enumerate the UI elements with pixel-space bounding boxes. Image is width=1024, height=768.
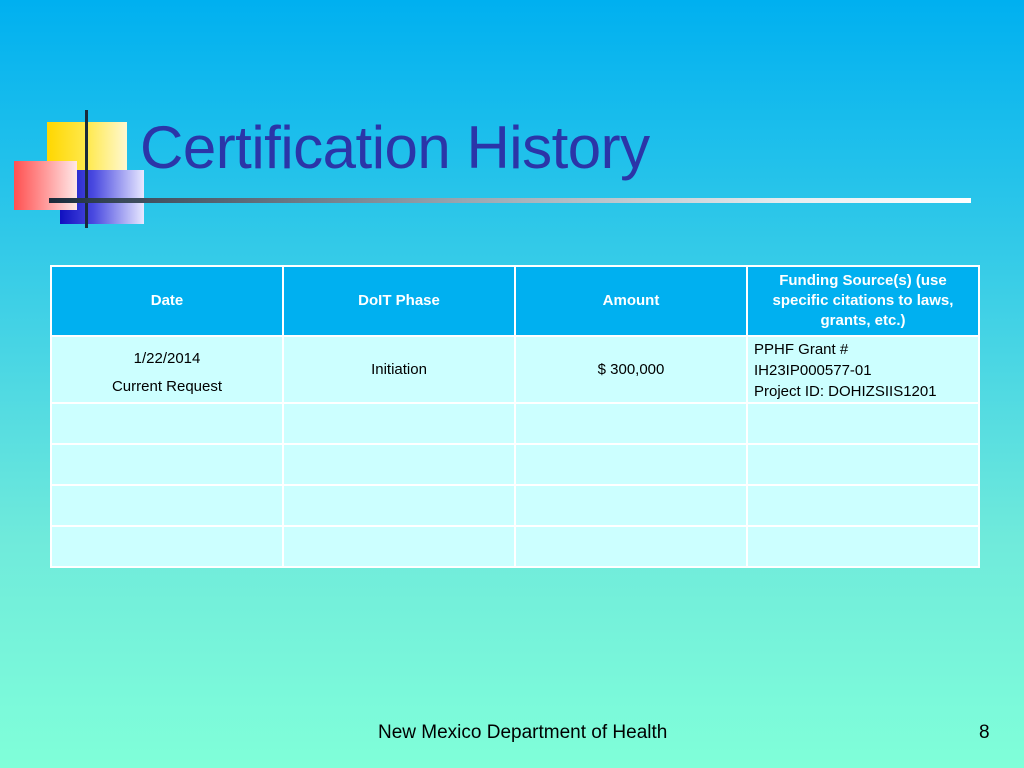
title-underline [49,198,971,203]
empty-cell [283,485,515,526]
logo-vertical-line [85,110,88,228]
empty-cell [747,444,979,485]
empty-cell [515,403,747,444]
table-row-empty [51,403,979,444]
empty-cell [747,526,979,567]
cell-funding [747,336,979,403]
header-date: Date [51,266,283,336]
funding-line-2: IH23IP000577-01 [754,362,872,379]
empty-cell [515,444,747,485]
slide-title: Certification History [140,114,650,181]
empty-cell [747,403,979,444]
page-number: 8 [979,722,990,743]
funding-line-1: PPHF Grant # [754,341,849,358]
funding-line-3: Project ID: DOHIZSIIS1201 [754,383,937,400]
empty-cell [283,403,515,444]
empty-cell [51,444,283,485]
cell-date [51,336,283,403]
empty-cell [747,485,979,526]
empty-cell [515,526,747,567]
empty-cell [51,403,283,444]
empty-cell [283,526,515,567]
empty-cell [51,485,283,526]
footer-organization: New Mexico Department of Health [378,722,668,743]
table-row-empty [51,444,979,485]
empty-cell [283,444,515,485]
empty-cell [515,485,747,526]
header-funding-source: Funding Source(s) (use specific citations to laws, grants, etc.) [747,266,979,336]
header-doit-phase: DoIT Phase [283,266,515,336]
date-value: 1/22/2014 [133,350,201,367]
table-row-empty [51,526,979,567]
table-row [51,336,979,403]
cell-amount: $ 300,000 [515,336,747,403]
table-row-empty [51,485,979,526]
header-amount: Amount [515,266,747,336]
date-note: Current Request [111,378,223,395]
table-header-row [51,266,979,336]
certification-table [50,265,980,568]
empty-cell [51,526,283,567]
cell-phase: Initiation [283,336,515,403]
